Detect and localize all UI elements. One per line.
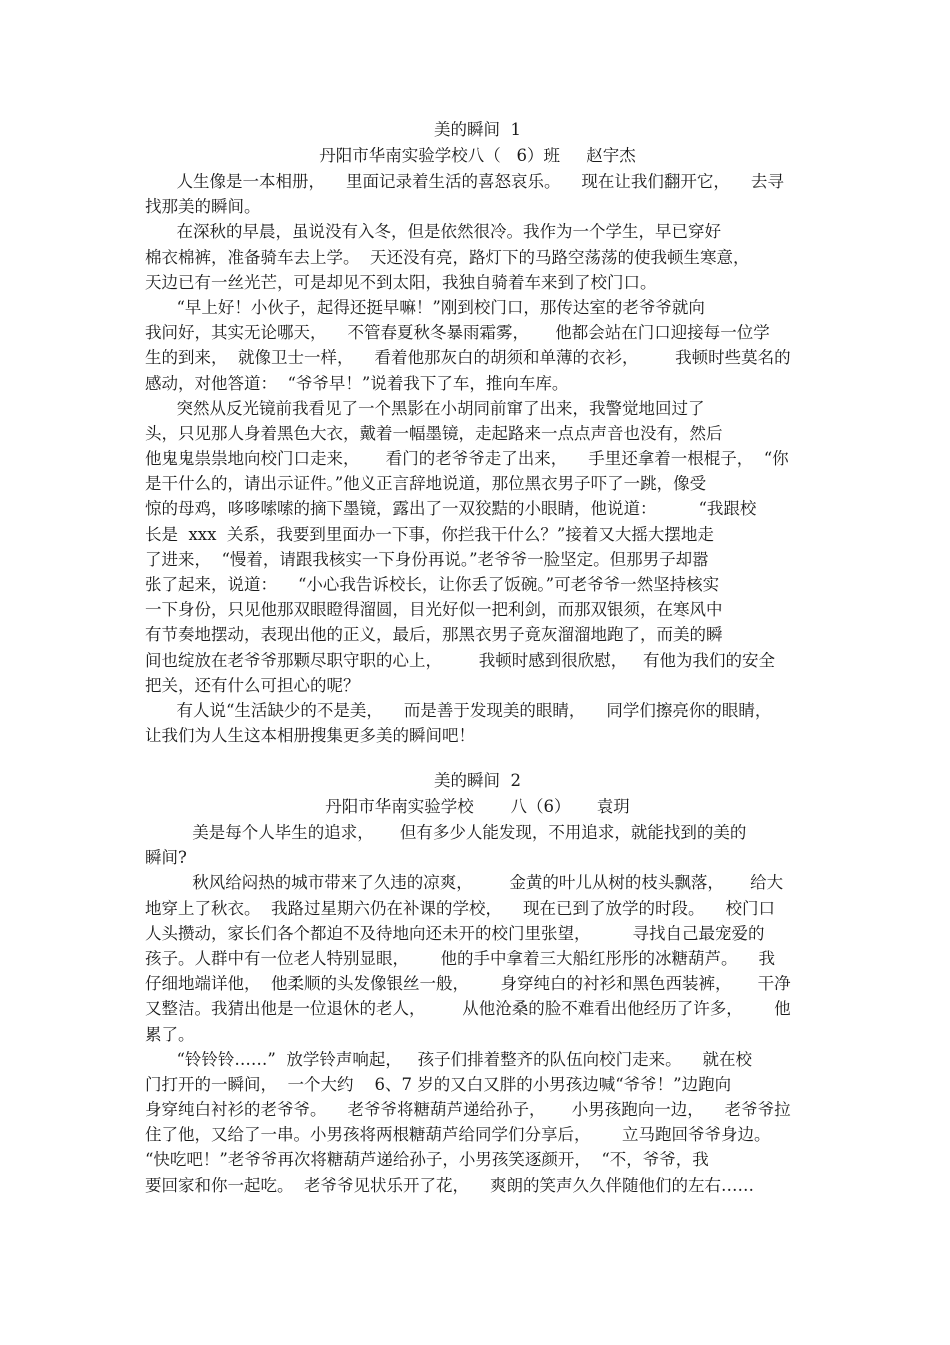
text-line: 了进来， “慢着，请跟我核实一下身份再说。”老爷爷一脸坚定。但那男子却嚣 [145, 549, 709, 569]
text-line: “铃铃铃……” 放学铃声响起， 孩子们排着整齐的队伍向校门走来。 就在校 [145, 1049, 753, 1069]
article-byline: 丹阳市华南实验学校八（ 6）班 赵宇杰 [319, 146, 636, 165]
text-line: “快吃吧！”老爷爷再次将糖葫芦递给孙子，小男孩笑逐颜开， “不，爷爷，我 [145, 1150, 709, 1170]
text-line: 有人说“生活缺少的不是美， 而是善于发现美的眼睛， 同学们擦亮你的眼睛， [145, 700, 772, 720]
text-line: 一下身份，只见他那双眼瞪得溜圆，目光好似一把利剑，而那双银须，在寒风中 [145, 600, 723, 620]
text-line: 住了他，又给了一串。小男孩将两根糖葫芦给同学们分享后， 立马跑回爷爷身边。 [145, 1125, 771, 1145]
article-body [145, 820, 810, 1198]
text-line: 我问好，其实无论哪天， 不管春夏秋冬暴雨霜雾， 他都会站在门口迎接每一位学 [145, 323, 770, 343]
text-line: 门打开的一瞬间， 一个大约 6、7 岁的又白又胖的小男孩边喊“爷爷！”边跑向 [145, 1074, 732, 1094]
text-line: 惊的母鸡，哆哆嗦嗦的摘下墨镜，露出了一双狡黠的小眼睛，他说道： “我跟校 [145, 499, 757, 519]
text-line: 要回家和你一起吃。 老爷爷见状乐开了花， 爽朗的笑声久久伴随他们的左右…… [145, 1175, 754, 1195]
text-line: 突然从反光镜前我看见了一个黑影在小胡同前窜了出来，我警觉地回过了 [145, 398, 705, 418]
text-line: 感动，对他答道： “爷爷早！”说着我下了车，推向车库。 [145, 373, 569, 393]
article-2 [145, 768, 810, 1198]
text-line: 张了起来，说道： “小心我告诉校长，让你丢了饭碗。”可老爷爷一然坚持核实 [145, 575, 720, 594]
text-line: 累了。 [145, 1024, 195, 1044]
text-line: 美是每个人毕生的追求， 但有多少人能发现，不用追求，就能找到的美的 [145, 823, 747, 842]
text-line: 又整洁。我猜出他是一位退休的老人， 从他沧桑的脸不难看出他经历了许多， 他 [145, 999, 791, 1019]
text-line: 他鬼鬼祟祟地向校门口走来， 看门的老爷爷走了出来， 手里还拿着一根棍子， “你 [145, 449, 789, 469]
text-line: 找那美的瞬间。 [145, 197, 261, 217]
text-line: 生的到来， 就像卫士一样， 看着他那灰白的胡须和单薄的衣衫， 我顿时些莫名的 [145, 348, 791, 368]
text-line: 把关，还有什么可担心的呢？ [145, 675, 360, 695]
text-line: 让我们为人生这本相册搜集更多美的瞬间吧！ [145, 726, 475, 746]
text-line: 秋风给闷热的城市带来了久违的凉爽， 金黄的叶儿从树的枝头飘落， 给大 [145, 873, 784, 893]
article-byline: 丹阳市华南实验学校 八（6） 袁玥 [325, 797, 630, 816]
text-line: 仔细地端详他， 他柔顺的头发像银丝一般， 身穿纯白的衬衫和黑色西装裤， 干净 [145, 974, 791, 994]
text-line: 棉衣棉裤，准备骑车去上学。 天还没有亮，路灯下的马路空荡荡的使我顿生寒意， [145, 247, 750, 267]
text-line: 身穿纯白衬衫的老爷爷。 老爷爷将糖葫芦递给孙子， 小男孩跑向一边， 老爷爷拉 [145, 1100, 791, 1120]
article-1 [145, 117, 810, 748]
text-line: 间也绽放在老爷爷那颗尽职守职的心上， 我顿时感到很欣慰， 有他为我们的安全 [145, 650, 775, 670]
article-body [145, 169, 810, 748]
text-line: 人头攒动，家长们各个都迫不及待地向还未开的校门里张望， 寻找自己最宠爱的 [145, 923, 765, 943]
text-line: 孩子。人群中有一位老人特别显眼， 他的手中拿着三大船红彤彤的冰糖葫芦。 我 [145, 948, 775, 968]
text-line: 地穿上了秋衣。 我路过星期六仍在补课的学校， 现在已到了放学的时段。 校门口 [145, 898, 775, 918]
article-title: 美的瞬间 1 [434, 120, 521, 139]
text-line: 人生像是一本相册， 里面记录着生活的喜怒哀乐。 现在让我们翻开它， 去寻 [145, 172, 784, 191]
text-line: 长是 xxx 关系，我要到里面办一下事，你拦我干什么？”接着又大摇大摆地走 [145, 524, 714, 544]
text-line: 有节奏地摆动，表现出他的正义，最后，那黑衣男子竟灰溜溜地跑了，而美的瞬 [145, 625, 723, 645]
text-line: 在深秋的早晨，虽说没有入冬，但是依然很冷。我作为一个学生，早已穿好 [145, 222, 721, 242]
text-line: 瞬间? [145, 848, 187, 868]
article-title: 美的瞬间 2 [434, 771, 521, 790]
text-line: 天边已有一丝光芒，可是却见不到太阳，我独自骑着车来到了校门口。 [145, 272, 657, 292]
text-line: 头，只见那人身着黑色大衣，戴着一幅墨镜，走起路来一点点声音也没有，然后 [145, 423, 723, 443]
text-line: “早上好！小伙子，起得还挺早嘛！”刚到校门口，那传达室的老爷爷就向 [145, 297, 705, 317]
text-line: 是干什么的，请出示证件。”他义正言辞地说道，那位黑衣男子吓了一跳，像受 [145, 474, 707, 494]
